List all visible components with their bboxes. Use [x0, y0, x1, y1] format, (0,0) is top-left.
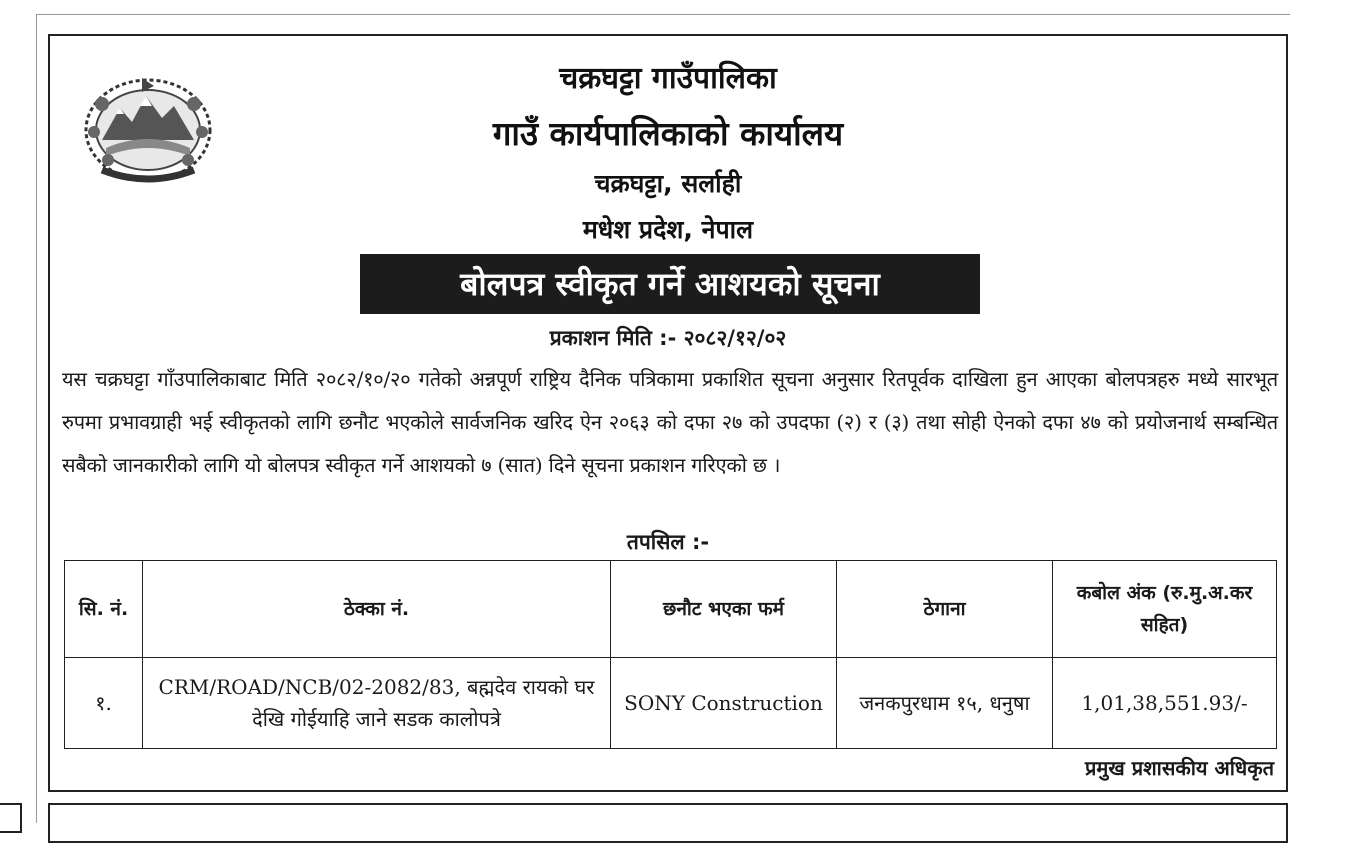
tender-table [64, 560, 1277, 749]
office-name: गाउँ कार्यपालिकाको कार्यालय [492, 114, 844, 153]
notice-title-banner: बोलपत्र स्वीकृत गर्ने आशयको सूचना [360, 254, 980, 314]
cell-selected-firm: SONY Construction [611, 658, 837, 749]
office-location: चक्रघट्टा, सर्लाही [594, 169, 742, 198]
table-header-row [65, 561, 1277, 658]
cell-bid-amount: 1,01,38,551.93/- [1053, 658, 1277, 749]
notice-body-text: यस चक्रघट्टा गाँउपालिकाबाट मिति २०८२/१०/२० गतेको अन्नपूर्ण राष्ट्रिय दैनिक पत्रिकामा प्रकाशित सूचना अनुसार रितपूर्वक दाखिला हुन आएका बोलपत्रहरु मध्ये सारभूत रुपमा प्रभावग्राही भई स्वीकृतको लागि छनौट भएकोले सार्वजनिक खरिद ऐन २०६३ को दफा २७ को उपदफा (२) र (३) तथा सोही ऐनको दफा ४७ को प्रयोजनार्थ सम्बन्धित सबैको जानकारीको लागि यो बोलपत्र स्वीकृत गर्ने आशयको ७ (सात) दिने सूचना प्रकाशन गरिएको छ । [62, 367, 1278, 477]
page-border-left [36, 14, 37, 823]
col-header-serial: सि. नं. [65, 561, 143, 658]
tender-notice [48, 34, 1288, 792]
cell-serial: १. [65, 658, 143, 749]
col-header-address: ठेगाना [837, 561, 1053, 658]
col-header-bid-amount: कबोल अंक (रु.मु.अ.कर सहित) [1053, 561, 1277, 658]
table-row [65, 658, 1277, 749]
municipality-name: चक्रघट्टा गाउँपालिका [559, 61, 777, 96]
province-country: मधेश प्रदेश, नेपाल [582, 215, 754, 244]
signatory: प्रमुख प्रशासकीय अधिकृत [1085, 756, 1274, 780]
page-border-top [36, 14, 1290, 15]
adjacent-notice-edge [0, 803, 22, 833]
cell-contract-no: CRM/ROAD/NCB/02-2082/83, बह्मदेव रायको घर देखि गोईयाहि जाने सडक कालोपत्रे [143, 658, 611, 749]
col-header-contract-no: ठेक्का नं. [143, 561, 611, 658]
details-label: तपसिल :- [626, 530, 710, 554]
next-notice-box [48, 803, 1288, 843]
publication-date: प्रकाशन मिति :- २०८२/१२/०२ [549, 326, 787, 350]
col-header-selected-firm: छनौट भएका फर्म [611, 561, 837, 658]
cell-address: जनकपुरधाम १५, धनुषा [837, 658, 1053, 749]
